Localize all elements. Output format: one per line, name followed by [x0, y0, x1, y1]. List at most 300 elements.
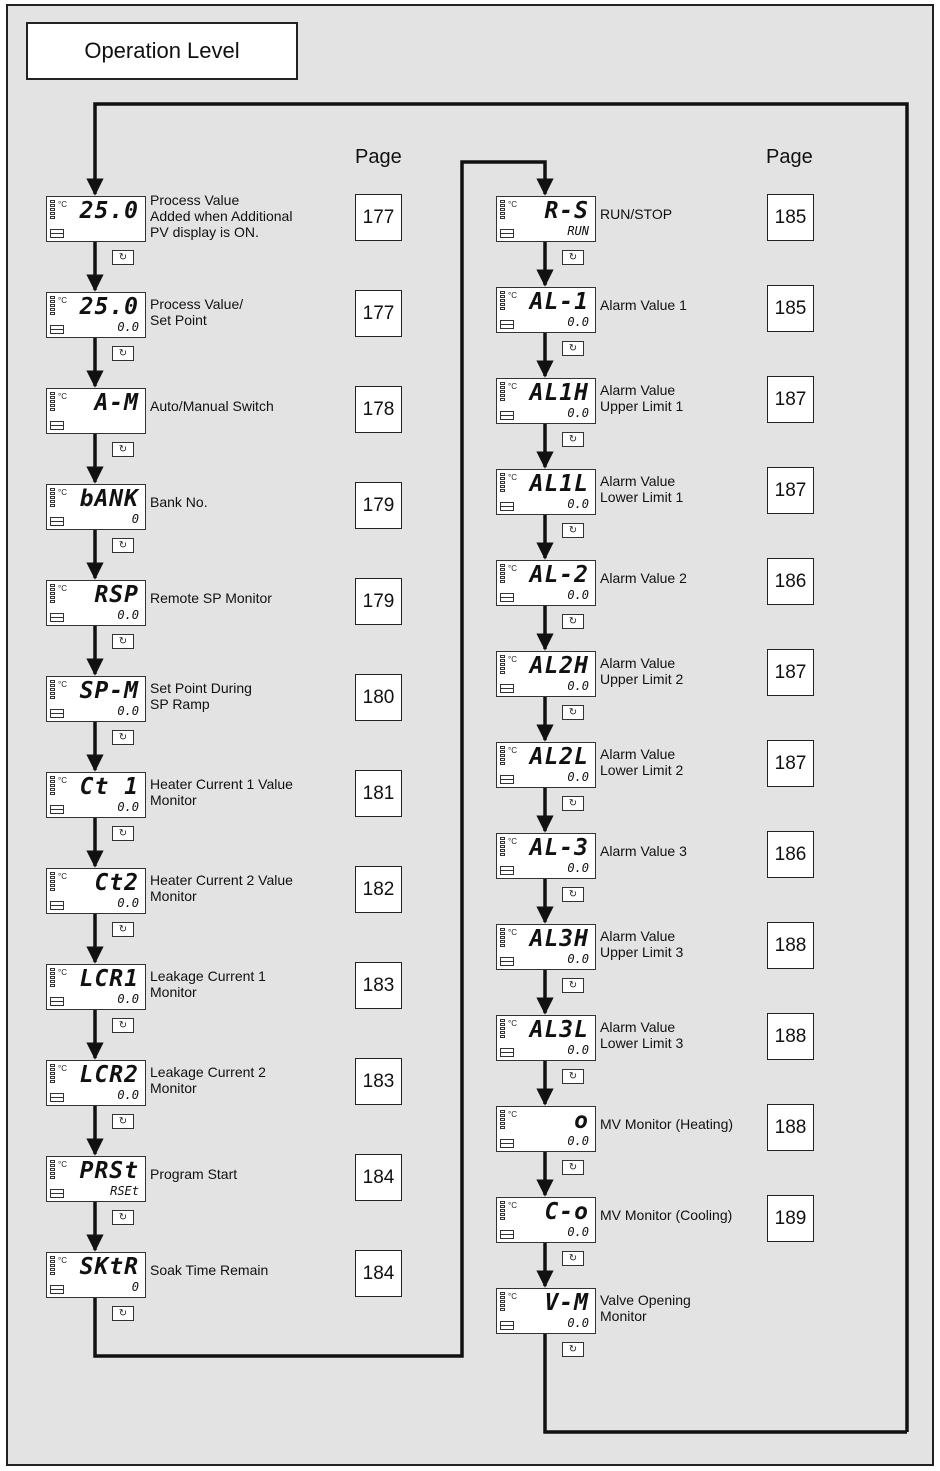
indicator-led-icon — [50, 488, 55, 491]
display-bottom-value: 0.0 — [567, 406, 589, 420]
page-number-box: 185 — [767, 285, 814, 332]
mode-key-icon: ↻ — [112, 1018, 134, 1033]
parameter-label — [150, 296, 243, 328]
display-top-value: R-S — [544, 198, 589, 224]
controller-display-icon — [496, 1015, 596, 1061]
parameter-label — [600, 746, 683, 778]
indicator-led-icon — [500, 382, 505, 385]
page-number-box: 187 — [767, 649, 814, 696]
indicator-led-icon — [50, 592, 55, 595]
parameter-item — [496, 378, 817, 445]
indicator-led-icon — [500, 1292, 505, 1295]
parameter-label-line: PV display is ON. — [150, 224, 259, 240]
parameter-label-line: Lower Limit 2 — [600, 762, 684, 778]
indicator-led-icon — [50, 1064, 55, 1067]
parameter-item — [496, 1288, 817, 1355]
indicator-led-icon — [500, 746, 505, 749]
status-grid-icon — [50, 1189, 64, 1198]
status-grid-icon — [50, 517, 64, 526]
status-grid-icon — [500, 684, 514, 693]
indicator-led-icon — [500, 485, 505, 488]
display-bottom-value: 0.0 — [567, 679, 589, 693]
parameter-item — [496, 469, 817, 536]
unit-celsius-icon: °C — [508, 382, 517, 391]
parameter-item — [46, 1252, 405, 1319]
indicator-led-icon — [500, 849, 505, 852]
status-grid-icon — [50, 805, 64, 814]
parameter-item — [46, 772, 405, 839]
unit-celsius-icon: °C — [508, 473, 517, 482]
parameter-label — [150, 590, 272, 606]
indicator-led-icon — [500, 1118, 505, 1121]
indicator-led-icon — [500, 580, 505, 583]
unit-celsius-icon: °C — [58, 1256, 67, 1265]
page-number-box: 187 — [767, 376, 814, 423]
status-grid-icon — [500, 1321, 514, 1330]
parameter-item — [496, 1106, 817, 1173]
indicator-led-icon — [50, 200, 55, 203]
parameter-item — [496, 651, 817, 718]
indicator-led-icon — [500, 1027, 505, 1030]
indicator-led-icon — [500, 200, 505, 203]
display-top-value: RSP — [94, 582, 139, 608]
indicator-led-icon — [50, 680, 55, 683]
display-bottom-value: RSEt — [110, 1184, 139, 1198]
display-bottom-value: 0.0 — [567, 588, 589, 602]
indicator-led-icon — [500, 659, 505, 662]
indicator-led-icon — [50, 1164, 55, 1167]
parameter-label — [600, 382, 683, 414]
controller-display-icon — [496, 287, 596, 333]
controller-display-icon — [46, 676, 146, 722]
indicator-led-icon — [500, 564, 505, 567]
unit-celsius-icon: °C — [508, 291, 517, 300]
display-top-value: AL2L — [529, 744, 589, 770]
indicator-led-icon — [500, 216, 505, 219]
indicator-led-icon — [50, 300, 55, 303]
controller-display-icon — [46, 1060, 146, 1106]
mode-key-icon: ↻ — [562, 523, 584, 538]
indicator-led-icon — [50, 792, 55, 795]
indicator-led-icon — [500, 853, 505, 856]
indicator-led-icon — [500, 1217, 505, 1220]
status-grid-icon — [500, 957, 514, 966]
parameter-label — [600, 1292, 691, 1324]
indicator-led-icon — [50, 1080, 55, 1083]
display-bottom-value: 0.0 — [117, 1088, 139, 1102]
indicator-led-icon — [50, 984, 55, 987]
status-grid-icon — [50, 421, 64, 430]
controller-display-icon — [496, 378, 596, 424]
indicator-led-icon — [500, 299, 505, 302]
parameter-label — [150, 1166, 237, 1182]
indicator-led-icon — [500, 481, 505, 484]
parameter-label-line: Alarm Value — [600, 655, 676, 671]
parameter-label — [150, 192, 292, 240]
display-top-value: AL3L — [529, 1017, 589, 1043]
parameter-item — [496, 833, 817, 900]
status-grid-icon — [500, 411, 514, 420]
indicator-led-icon — [50, 972, 55, 975]
parameter-item — [46, 964, 405, 1031]
parameter-label — [600, 843, 687, 859]
unit-celsius-icon: °C — [58, 776, 67, 785]
controller-display-icon — [46, 772, 146, 818]
unit-celsius-icon: °C — [58, 296, 67, 305]
mode-key-icon: ↻ — [112, 538, 134, 553]
controller-display-icon — [46, 1252, 146, 1298]
parameter-label-line: Lower Limit 3 — [600, 1035, 684, 1051]
indicator-led-icon — [500, 398, 505, 401]
display-top-value: PRSt — [79, 1158, 139, 1184]
indicator-led-icon — [500, 1213, 505, 1216]
indicator-led-icon — [50, 1076, 55, 1079]
indicator-led-icon — [500, 303, 505, 306]
mode-key-icon: ↻ — [562, 1160, 584, 1175]
status-grid-icon — [50, 1285, 64, 1294]
controller-display-icon — [46, 868, 146, 914]
indicator-led-icon — [50, 1260, 55, 1263]
parameter-label-line: Alarm Value 2 — [600, 570, 687, 586]
indicator-led-icon — [500, 655, 505, 658]
parameter-label-line: Set Point During — [150, 680, 252, 696]
indicator-led-icon — [500, 291, 505, 294]
mode-key-icon: ↻ — [112, 250, 134, 265]
indicator-led-icon — [500, 295, 505, 298]
parameter-label-line: Process Value/ — [150, 296, 244, 312]
indicator-led-icon — [500, 1300, 505, 1303]
parameter-label-line: MV Monitor (Cooling) — [600, 1207, 733, 1223]
indicator-led-icon — [500, 758, 505, 761]
indicator-led-icon — [500, 754, 505, 757]
display-top-value: AL-2 — [529, 562, 589, 588]
parameter-item — [496, 1197, 817, 1264]
parameter-label-line: Upper Limit 3 — [600, 944, 684, 960]
page-title: Operation Level — [26, 22, 298, 80]
mode-key-icon: ↻ — [562, 796, 584, 811]
indicator-led-icon — [500, 1023, 505, 1026]
status-grid-icon — [50, 901, 64, 910]
page-number-box: 185 — [767, 194, 814, 241]
indicator-led-icon — [500, 841, 505, 844]
controller-display-icon — [46, 292, 146, 338]
unit-celsius-icon: °C — [58, 968, 67, 977]
page-number-box: 184 — [355, 1250, 402, 1297]
indicator-led-icon — [50, 304, 55, 307]
parameter-label-line: Alarm Value — [600, 1019, 676, 1035]
indicator-led-icon — [50, 588, 55, 591]
status-grid-icon — [500, 775, 514, 784]
display-bottom-value: 0.0 — [567, 1043, 589, 1057]
display-top-value: SKtR — [79, 1254, 139, 1280]
display-bottom-value: 0.0 — [567, 1225, 589, 1239]
controller-display-icon — [46, 964, 146, 1010]
indicator-led-icon — [50, 692, 55, 695]
page-number-box: 177 — [355, 194, 402, 241]
page-number-box: 179 — [355, 482, 402, 529]
display-bottom-value: 0 — [131, 1280, 139, 1294]
display-top-value: Ct2 — [94, 870, 139, 896]
indicator-led-icon — [500, 1122, 505, 1125]
display-top-value: 25.0 — [79, 294, 139, 320]
indicator-led-icon — [50, 688, 55, 691]
controller-display-icon — [46, 580, 146, 626]
status-grid-icon — [500, 320, 514, 329]
status-grid-icon — [500, 866, 514, 875]
page-number-box: 183 — [355, 1058, 402, 1105]
parameter-label-line: Alarm Value — [600, 746, 676, 762]
display-top-value: AL1L — [529, 471, 589, 497]
indicator-led-icon — [50, 1168, 55, 1171]
indicator-led-icon — [500, 386, 505, 389]
indicator-led-icon — [500, 390, 505, 393]
parameter-label-line: Bank No. — [150, 494, 208, 510]
parameter-item — [496, 1015, 817, 1082]
page-number-box: 188 — [767, 1104, 814, 1151]
indicator-led-icon — [500, 208, 505, 211]
indicator-led-icon — [50, 1172, 55, 1175]
indicator-led-icon — [50, 408, 55, 411]
display-bottom-value: 0.0 — [567, 1316, 589, 1330]
mode-key-icon: ↻ — [112, 730, 134, 745]
indicator-led-icon — [50, 684, 55, 687]
indicator-led-icon — [500, 568, 505, 571]
parameter-label-line: Monitor — [150, 1080, 197, 1096]
indicator-led-icon — [500, 489, 505, 492]
parameter-label-line: Leakage Current 1 — [150, 968, 266, 984]
indicator-led-icon — [500, 1308, 505, 1311]
unit-celsius-icon: °C — [508, 1110, 517, 1119]
parameter-label — [150, 968, 266, 1000]
parameter-label — [150, 872, 293, 904]
indicator-led-icon — [500, 572, 505, 575]
display-bottom-value: 0.0 — [117, 704, 139, 718]
indicator-led-icon — [500, 1205, 505, 1208]
parameter-label-line: SP Ramp — [150, 696, 210, 712]
display-top-value: AL3H — [529, 926, 589, 952]
mode-key-icon: ↻ — [112, 1210, 134, 1225]
indicator-led-icon — [50, 1072, 55, 1075]
page-number-box: 181 — [355, 770, 402, 817]
indicator-led-icon — [50, 584, 55, 587]
indicator-led-icon — [50, 492, 55, 495]
indicator-led-icon — [50, 596, 55, 599]
page-number-box: 183 — [355, 962, 402, 1009]
parameter-label-line: Alarm Value 3 — [600, 843, 687, 859]
parameter-label-line: Heater Current 2 Value — [150, 872, 293, 888]
indicator-led-icon — [50, 212, 55, 215]
indicator-led-icon — [50, 884, 55, 887]
controller-display-icon — [46, 1156, 146, 1202]
unit-celsius-icon: °C — [58, 392, 67, 401]
indicator-led-icon — [50, 780, 55, 783]
parameter-label-line: Remote SP Monitor — [150, 590, 272, 606]
parameter-label-line: Alarm Value — [600, 473, 676, 489]
indicator-led-icon — [500, 1019, 505, 1022]
indicator-led-icon — [50, 504, 55, 507]
indicator-led-icon — [50, 312, 55, 315]
parameter-item — [46, 292, 405, 359]
parameter-item — [496, 924, 817, 991]
indicator-led-icon — [500, 473, 505, 476]
indicator-led-icon — [50, 976, 55, 979]
display-bottom-value: 0.0 — [567, 861, 589, 875]
indicator-led-icon — [500, 1126, 505, 1129]
parameter-label-line: Soak Time Remain — [150, 1262, 269, 1278]
mode-key-icon: ↻ — [562, 1342, 584, 1357]
status-grid-icon — [50, 709, 64, 718]
display-top-value: Ct 1 — [79, 774, 139, 800]
status-grid-icon — [50, 325, 64, 334]
mode-key-icon: ↻ — [562, 1069, 584, 1084]
indicator-led-icon — [500, 1031, 505, 1034]
mode-key-icon: ↻ — [112, 634, 134, 649]
display-top-value: V-M — [544, 1290, 589, 1316]
mode-key-icon: ↻ — [112, 346, 134, 361]
indicator-led-icon — [50, 1256, 55, 1259]
page-number-box: 187 — [767, 740, 814, 787]
mode-key-icon: ↻ — [112, 922, 134, 937]
parameter-label-line: Monitor — [600, 1308, 647, 1324]
status-grid-icon — [500, 1139, 514, 1148]
mode-key-icon: ↻ — [562, 1251, 584, 1266]
unit-celsius-icon: °C — [58, 200, 67, 209]
indicator-led-icon — [50, 1176, 55, 1179]
mode-key-icon: ↻ — [562, 614, 584, 629]
page-column-header: Page — [766, 146, 813, 168]
indicator-led-icon — [50, 404, 55, 407]
indicator-led-icon — [50, 888, 55, 891]
parameter-label-line: Added when Additional — [150, 208, 293, 224]
display-bottom-value: RUN — [567, 224, 589, 238]
indicator-led-icon — [500, 307, 505, 310]
mode-key-icon: ↻ — [562, 887, 584, 902]
status-grid-icon — [50, 997, 64, 1006]
parameter-label-line: MV Monitor (Heating) — [600, 1116, 734, 1132]
unit-celsius-icon: °C — [58, 872, 67, 881]
mode-key-icon: ↻ — [562, 978, 584, 993]
unit-celsius-icon: °C — [508, 746, 517, 755]
indicator-led-icon — [50, 1264, 55, 1267]
indicator-led-icon — [50, 968, 55, 971]
controller-display-icon — [46, 196, 146, 242]
unit-celsius-icon: °C — [58, 488, 67, 497]
parameter-item — [496, 196, 817, 263]
status-grid-icon — [500, 1230, 514, 1239]
indicator-led-icon — [500, 212, 505, 215]
parameter-label-line: Upper Limit 2 — [600, 671, 684, 687]
mode-key-icon: ↻ — [562, 705, 584, 720]
parameter-item — [46, 1156, 405, 1223]
indicator-led-icon — [50, 784, 55, 787]
controller-display-icon — [496, 469, 596, 515]
page-number-box: 182 — [355, 866, 402, 913]
page-number-box: 178 — [355, 386, 402, 433]
unit-celsius-icon: °C — [58, 584, 67, 593]
unit-celsius-icon: °C — [508, 655, 517, 664]
unit-celsius-icon: °C — [58, 1064, 67, 1073]
indicator-led-icon — [50, 876, 55, 879]
indicator-led-icon — [50, 980, 55, 983]
unit-celsius-icon: °C — [508, 564, 517, 573]
controller-display-icon — [496, 833, 596, 879]
controller-display-icon — [46, 484, 146, 530]
indicator-led-icon — [50, 696, 55, 699]
parameter-item — [496, 742, 817, 809]
parameter-label-line: RUN/STOP — [600, 206, 673, 222]
indicator-led-icon — [50, 400, 55, 403]
mode-key-icon: ↻ — [562, 432, 584, 447]
parameter-label — [600, 297, 687, 313]
status-grid-icon — [500, 229, 514, 238]
indicator-led-icon — [50, 788, 55, 791]
display-top-value: A-M — [94, 390, 139, 416]
controller-display-icon — [46, 388, 146, 434]
indicator-led-icon — [50, 216, 55, 219]
indicator-led-icon — [500, 1296, 505, 1299]
parameter-label — [150, 1262, 268, 1278]
parameter-item — [46, 1060, 405, 1127]
page-column-header: Page — [355, 146, 402, 168]
page-number-box: 188 — [767, 1013, 814, 1060]
indicator-led-icon — [50, 880, 55, 883]
page-number-box: 180 — [355, 674, 402, 721]
display-bottom-value: 0.0 — [567, 770, 589, 784]
indicator-led-icon — [500, 477, 505, 480]
indicator-led-icon — [50, 776, 55, 779]
unit-celsius-icon: °C — [508, 200, 517, 209]
display-top-value: bANK — [79, 486, 139, 512]
page-number-box: 177 — [355, 290, 402, 337]
indicator-led-icon — [500, 667, 505, 670]
parameter-label-line: Set Point — [150, 312, 207, 328]
parameter-label — [150, 680, 252, 712]
display-bottom-value: 0.0 — [117, 992, 139, 1006]
indicator-led-icon — [50, 204, 55, 207]
parameter-item — [46, 388, 405, 455]
indicator-led-icon — [500, 928, 505, 931]
controller-display-icon — [496, 560, 596, 606]
parameter-item — [46, 580, 405, 647]
indicator-led-icon — [50, 600, 55, 603]
display-top-value: SP-M — [79, 678, 139, 704]
indicator-led-icon — [500, 576, 505, 579]
indicator-led-icon — [500, 845, 505, 848]
controller-display-icon — [496, 196, 596, 242]
indicator-led-icon — [500, 940, 505, 943]
indicator-led-icon — [500, 944, 505, 947]
parameter-label-line: Monitor — [150, 792, 197, 808]
indicator-led-icon — [500, 671, 505, 674]
parameter-label-line: Monitor — [150, 888, 197, 904]
display-bottom-value: 0.0 — [117, 608, 139, 622]
unit-celsius-icon: °C — [58, 1160, 67, 1169]
page-number-box: 187 — [767, 467, 814, 514]
controller-display-icon — [496, 924, 596, 970]
page-number-box: 186 — [767, 558, 814, 605]
controller-display-icon — [496, 1197, 596, 1243]
mode-key-icon: ↻ — [562, 341, 584, 356]
parameter-label — [150, 494, 208, 510]
page-number-box: 179 — [355, 578, 402, 625]
status-grid-icon — [50, 229, 64, 238]
indicator-led-icon — [500, 750, 505, 753]
parameter-label — [150, 1064, 266, 1096]
indicator-led-icon — [500, 837, 505, 840]
display-bottom-value: 0 — [131, 512, 139, 526]
indicator-led-icon — [500, 762, 505, 765]
indicator-led-icon — [500, 1201, 505, 1204]
